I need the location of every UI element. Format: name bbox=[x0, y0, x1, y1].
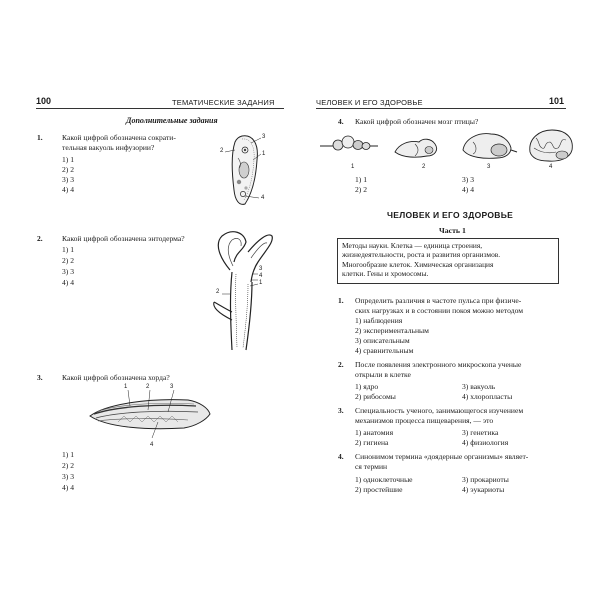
left-header-rule bbox=[36, 108, 284, 109]
figure-label: 2 bbox=[216, 289, 220, 295]
figure-label: 1 bbox=[262, 151, 266, 157]
answer-option[interactable]: 3) прокариоты bbox=[462, 475, 509, 484]
topic-line: клетки. Гены и хромосомы. bbox=[342, 269, 429, 279]
question-number: 2. bbox=[338, 360, 344, 369]
answer-option[interactable]: 4) 4 bbox=[62, 278, 75, 287]
topic-line: Многообразие клеток. Химическая организация bbox=[342, 259, 494, 269]
hydra-figure bbox=[200, 222, 280, 352]
question-number: 1. bbox=[37, 133, 43, 142]
answer-option[interactable]: 4) 4 bbox=[62, 483, 75, 492]
brain-figure-3 bbox=[459, 130, 517, 160]
figure-label: 4 bbox=[150, 442, 154, 448]
question-number: 3. bbox=[37, 373, 43, 382]
topic-line: жизнедеятельности, роста и развития организмов. bbox=[342, 250, 501, 260]
answer-option[interactable]: 1) наблюдения bbox=[355, 316, 403, 325]
answer-option[interactable]: 2) 2 bbox=[62, 165, 75, 174]
question-text-line: открыли в клетке bbox=[355, 370, 411, 379]
left-section-title: Дополнительные задания bbox=[126, 116, 218, 125]
question-text-line: Какой цифрой обозначена хорда? bbox=[62, 373, 170, 382]
answer-option[interactable]: 1) 1 bbox=[62, 245, 75, 254]
answer-option[interactable]: 4) сравнительным bbox=[355, 346, 414, 355]
figure-label: 2 bbox=[146, 384, 150, 390]
answer-option[interactable]: 4) эукариоты bbox=[462, 485, 505, 494]
answer-option[interactable]: 3) 3 bbox=[62, 267, 75, 276]
question-number: 4. bbox=[338, 452, 344, 461]
question-number: 3. bbox=[338, 406, 344, 415]
question-text-line: После появления электронного микроскопа ученые bbox=[355, 360, 522, 369]
figure-label: 3 bbox=[259, 266, 263, 272]
question-text-line: Определить различия в частоте пульса при физиче- bbox=[355, 296, 522, 305]
question-number: 4. bbox=[338, 117, 344, 126]
question-text-line: механизмов процесса пищеварения, — это bbox=[355, 416, 494, 425]
answer-option[interactable]: 1) анатомия bbox=[355, 428, 394, 437]
answer-option[interactable]: 3) вакуоль bbox=[462, 382, 496, 391]
answer-option[interactable]: 3) генетика bbox=[462, 428, 499, 437]
answer-option[interactable]: 3) 3 bbox=[62, 472, 75, 481]
answer-option[interactable]: 3) 3 bbox=[62, 175, 75, 184]
figure-label: 3 bbox=[170, 384, 174, 390]
answer-option[interactable]: 4) физиология bbox=[462, 438, 509, 447]
figure-label: 2 bbox=[422, 164, 426, 170]
question-number: 1. bbox=[338, 296, 344, 305]
answer-option[interactable]: 1) ядро bbox=[355, 382, 379, 391]
question-text-line: ских нагрузках и в состоянии покоя можно методом bbox=[355, 306, 524, 315]
question-text-line: ся термин bbox=[355, 462, 388, 471]
right-running-header: ЧЕЛОВЕК И ЕГО ЗДОРОВЬЕ bbox=[316, 98, 423, 107]
figure-label: 3 bbox=[487, 164, 491, 170]
brain-figure-4 bbox=[526, 128, 576, 164]
answer-option[interactable]: 2) экспериментальным bbox=[355, 326, 429, 335]
answer-option[interactable]: 2) гигиена bbox=[355, 438, 389, 447]
answer-option[interactable]: 3) описательным bbox=[355, 336, 410, 345]
question-text-line: Какой цифрой обозначена энтодерма? bbox=[62, 234, 185, 243]
answer-option[interactable]: 1) 1 bbox=[355, 175, 368, 184]
answer-option[interactable]: 2) рибосомы bbox=[355, 392, 396, 401]
topic-box bbox=[337, 238, 559, 284]
question-number: 2. bbox=[37, 234, 43, 243]
left-running-header: ТЕМАТИЧЕСКИЕ ЗАДАНИЯ bbox=[172, 98, 275, 107]
answer-option[interactable]: 2) 2 bbox=[355, 185, 368, 194]
topic-line: Методы науки. Клетка — единица строения, bbox=[342, 241, 483, 250]
figure-label: 2 bbox=[220, 148, 224, 154]
section-heading: ЧЕЛОВЕК И ЕГО ЗДОРОВЬЕ bbox=[387, 210, 514, 220]
left-page-number: 100 bbox=[36, 96, 52, 106]
question-text-line: Синонимом термина «доядерные организмы» являет- bbox=[355, 452, 529, 461]
brain-figure-1 bbox=[320, 132, 378, 158]
question-text-line: Какой цифрой обозначен мозг птицы? bbox=[355, 117, 479, 126]
answer-option[interactable]: 4) хлоропласты bbox=[462, 392, 513, 401]
figure-label: 3 bbox=[262, 134, 266, 140]
figure-label: 1 bbox=[124, 384, 128, 390]
figure-label: 4 bbox=[259, 273, 263, 279]
infusoria-figure bbox=[215, 130, 275, 210]
answer-option[interactable]: 2) 2 bbox=[62, 461, 75, 470]
lancelet-figure bbox=[88, 390, 212, 442]
right-header-rule bbox=[316, 108, 566, 109]
right-page-number: 101 bbox=[549, 96, 565, 106]
question-text-line: Какой цифрой обозначена сократи- bbox=[62, 133, 176, 142]
answer-option[interactable]: 1) 1 bbox=[62, 450, 75, 459]
answer-option[interactable]: 4) 4 bbox=[62, 185, 75, 194]
brain-figure-2 bbox=[393, 134, 441, 160]
part-heading: Часть 1 bbox=[439, 226, 466, 235]
question-text-line: тельная вакуоль инфузории? bbox=[62, 143, 155, 152]
answer-option[interactable]: 2) 2 bbox=[62, 256, 75, 265]
answer-option[interactable]: 2) простейшие bbox=[355, 485, 403, 494]
answer-option[interactable]: 1) одноклеточные bbox=[355, 475, 413, 484]
figure-label: 1 bbox=[351, 164, 355, 170]
answer-option[interactable]: 3) 3 bbox=[462, 175, 475, 184]
figure-label: 4 bbox=[549, 164, 553, 170]
figure-label: 4 bbox=[261, 195, 265, 201]
answer-option[interactable]: 1) 1 bbox=[62, 155, 75, 164]
question-text-line: Специальность ученого, занимающегося изучением bbox=[355, 406, 524, 415]
answer-option[interactable]: 4) 4 bbox=[462, 185, 475, 194]
figure-label: 1 bbox=[259, 280, 263, 286]
